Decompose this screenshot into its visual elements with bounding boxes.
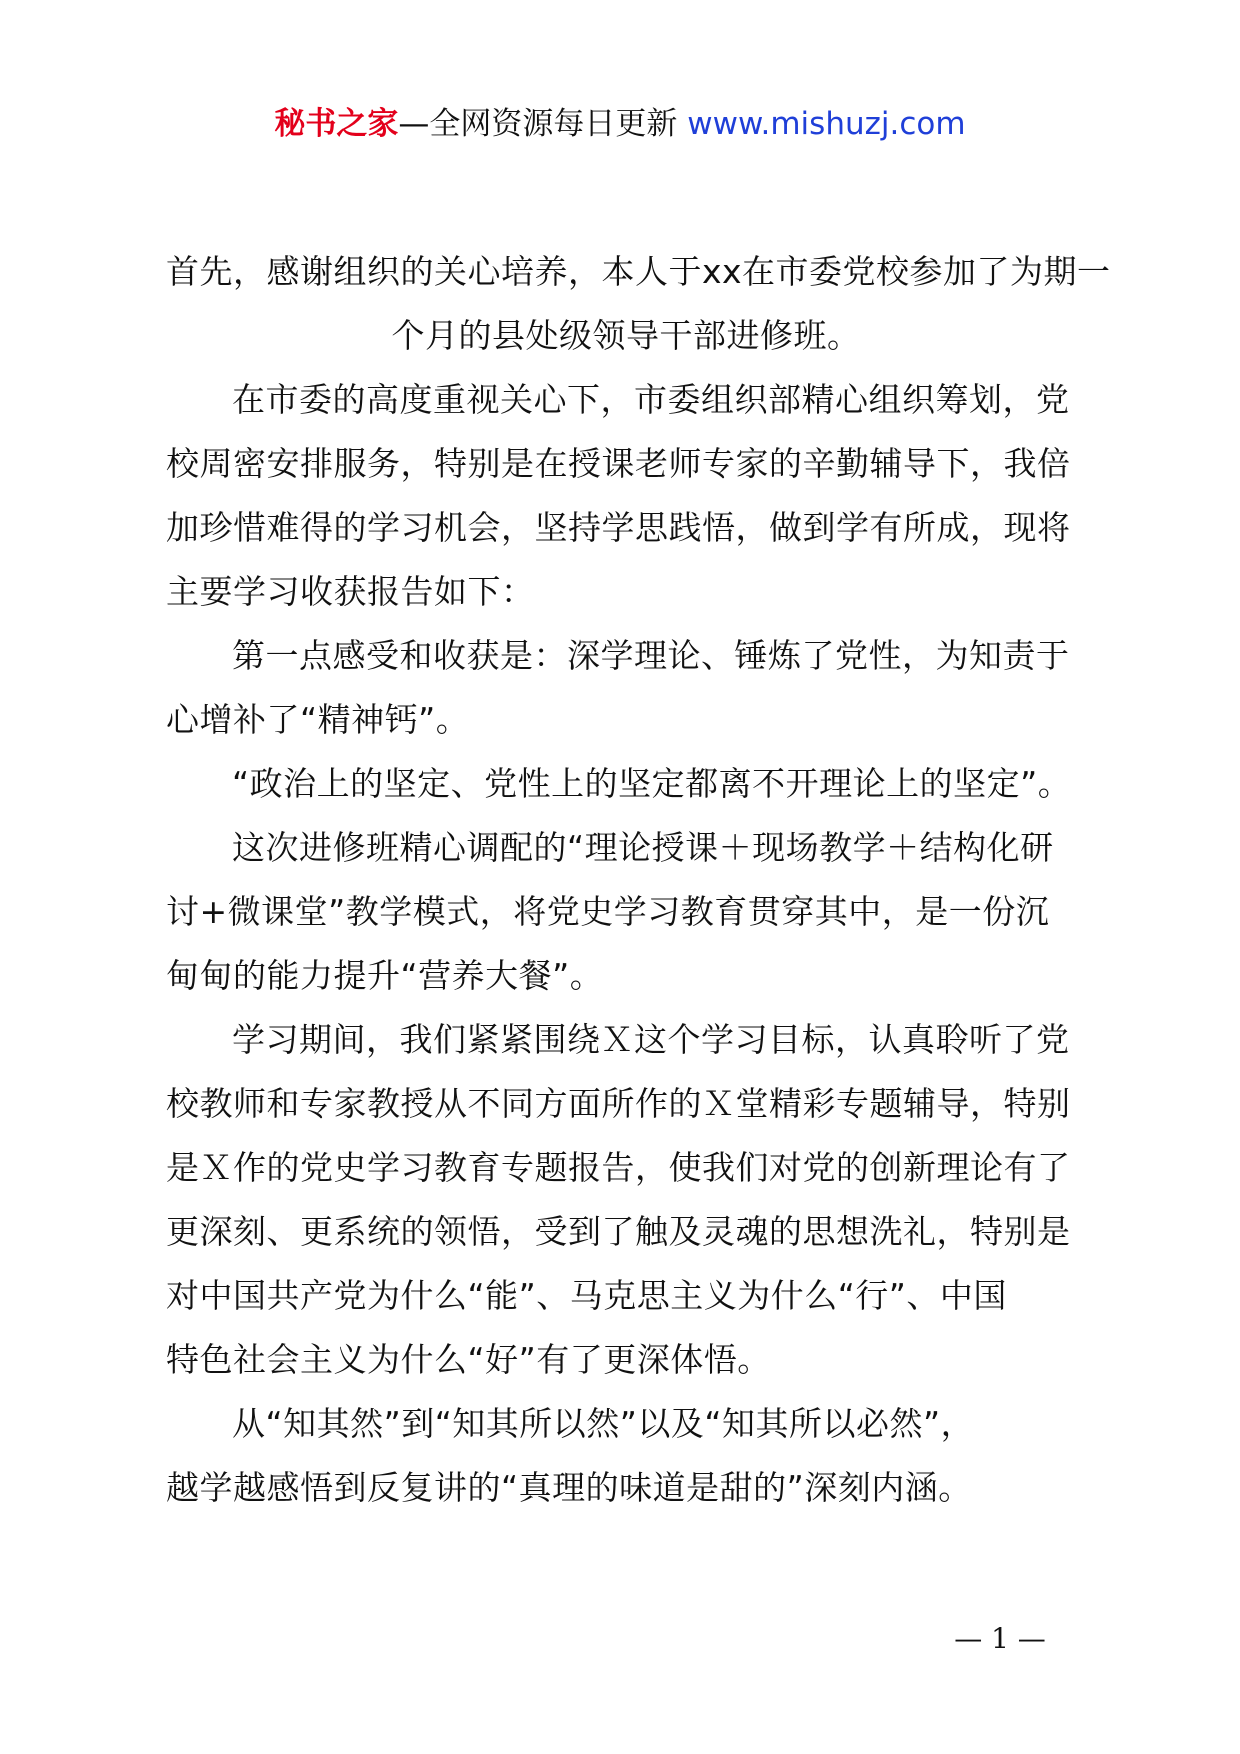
text-line: 在市委的高度重视关心下，市委组织部精心组织筹划，党 bbox=[232, 380, 1070, 419]
text-line: 是Ｘ作的党史学习教育专题报告，使我们对党的创新理论有了 bbox=[166, 1148, 1071, 1187]
text-line: 从“知其然”到“知其所以然”以及“知其所以必然”， bbox=[232, 1404, 975, 1443]
text-line: 学习期间，我们紧紧围绕Ｘ这个学习目标，认真聆听了党 bbox=[232, 1020, 1070, 1059]
text-line: “政治上的坚定、党性上的坚定都离不开理论上的坚定”。 bbox=[232, 764, 1072, 803]
text-line: 首先，感谢组织的关心培养，本人于xx在市委党校参加了为期一 bbox=[166, 252, 1111, 291]
brand-name: 秘书之家 bbox=[274, 106, 399, 142]
text-line: 越学越感悟到反复讲的“真理的味道是甜的”深刻内涵。 bbox=[166, 1468, 972, 1507]
text-line: 甸甸的能力提升“营养大餐”。 bbox=[166, 956, 604, 995]
site-url-link[interactable]: www.mishuzj.com bbox=[687, 106, 966, 142]
text-line: 这次进修班精心调配的“理论授课＋现场教学＋结构化研 bbox=[232, 828, 1054, 867]
text-line: 第一点感受和收获是：深学理论、锤炼了党性，为知责于 bbox=[232, 636, 1070, 675]
header-tagline: —全网资源每日更新 bbox=[398, 106, 678, 142]
text-line: 校教师和专家教授从不同方面所作的Ｘ堂精彩专题辅导，特别 bbox=[166, 1084, 1071, 1123]
page-number: — 1 — bbox=[954, 1622, 1046, 1655]
text-line: 特色社会主义为什么“好”有了更深体悟。 bbox=[166, 1340, 771, 1379]
text-line: 更深刻、更系统的领悟，受到了触及灵魂的思想洗礼，特别是 bbox=[166, 1212, 1071, 1251]
text-line: 对中国共产党为什么“能”、马克思主义为什么“行”、中国 bbox=[166, 1276, 1007, 1315]
text-line: 加珍惜难得的学习机会，坚持学思践悟，做到学有所成，现将 bbox=[166, 508, 1071, 547]
text-line: 心增补了“精神钙”。 bbox=[166, 700, 470, 739]
text-line: 讨+微课堂”教学模式，将党史学习教育贯穿其中，是一份沉 bbox=[166, 892, 1050, 931]
text-line: 校周密安排服务，特别是在授课老师专家的辛勤辅导下，我倍 bbox=[166, 444, 1071, 483]
document-body bbox=[166, 240, 1111, 1520]
text-line: 个月的县处级领导干部进修班。 bbox=[391, 316, 861, 355]
site-header bbox=[0, 102, 1240, 146]
text-line: 主要学习收获报告如下： bbox=[166, 572, 535, 611]
